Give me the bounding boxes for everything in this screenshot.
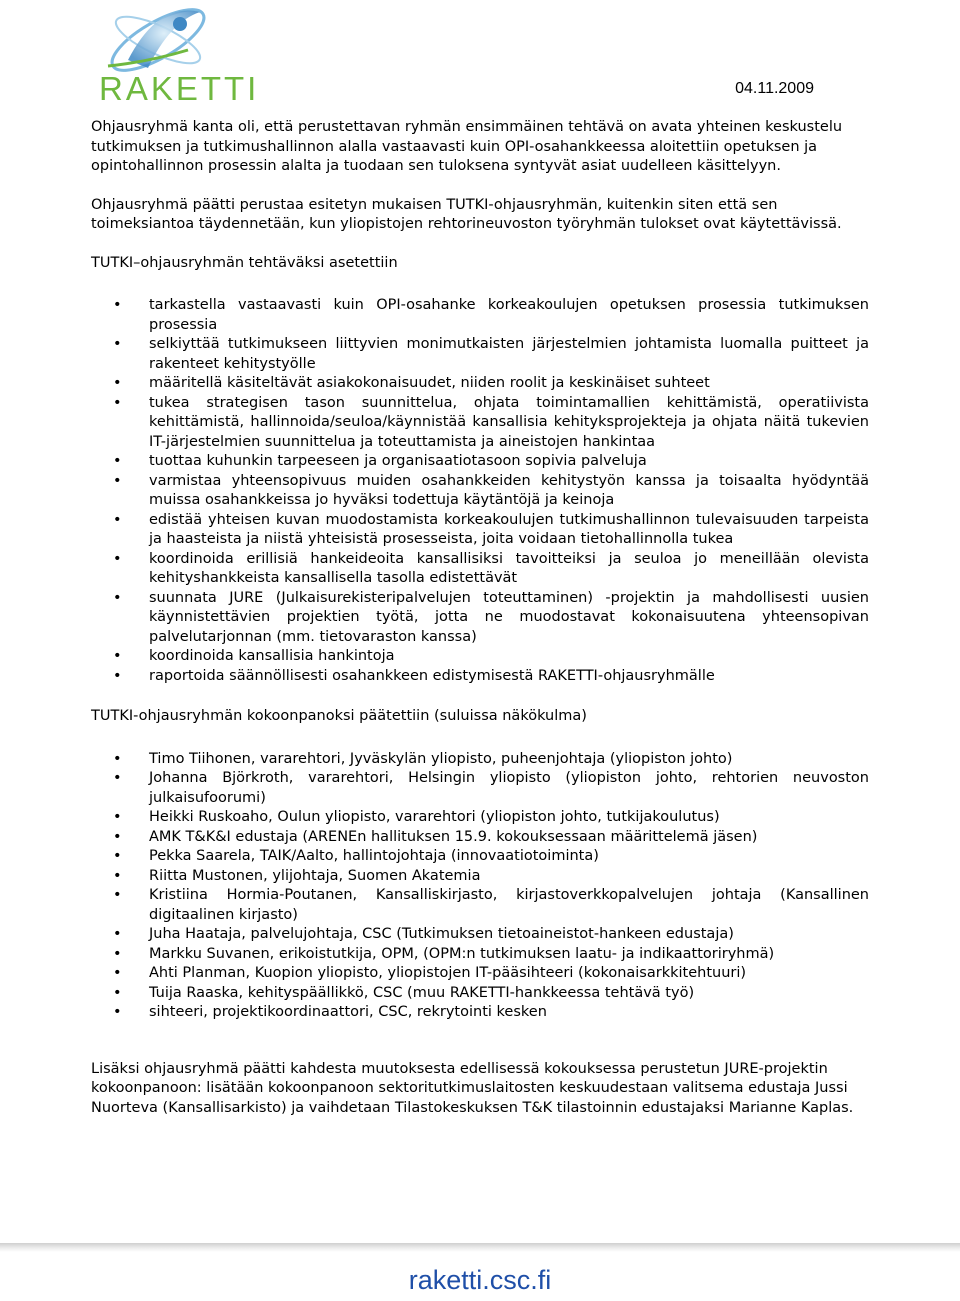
footer-divider [0,1243,960,1252]
list-item: • Timo Tiihonen, vararehtori, Jyväskylän yliopisto, puheenjohtaja (yliopiston johto) [91,750,869,770]
tasks-heading: TUTKI–ohjausryhmän tehtäväksi asetettiin [91,254,398,271]
bullet-icon: • [113,589,122,606]
list-item: • Markku Suvanen, erikoistutkija, OPM, (OPM:n tutkimuksen laatu- ja indikaattoriryhmä) [91,945,869,965]
intro-paragraph: Ohjausryhmä kanta oli, että perustettavan ryhmän ensimmäinen tehtävä on avata yhteinen keskustelu tutkimuksen ja tutkimushallinnon alalla vastaavasti kuin OPI-osahankkeessa aloitettiin opetuksen ja opintohallinnon prosessin alalta ja tuodaan sen tuloksena syntyvät asiat uudelleen käsittelyyn. [91,119,843,174]
list-item: • tuottaa kuhunkin tarpeeseen ja organisaatiotasoon sopivia palveluja [91,452,869,472]
bullet-icon: • [113,828,122,845]
bullet-icon: • [113,926,122,942]
bullet-icon: • [113,550,122,567]
list-item: • Juha Haataja, palvelujohtaja, CSC (Tutkimuksen tietoaineistot-hankeen edustaja) [91,925,869,945]
bullet-icon: • [113,887,122,903]
members-list [91,750,869,1023]
list-item: • tarkastella vastaavasti kuin OPI-osahanke korkeakoulujen opetuksen prosessia tutkimuksen prosessia [113,297,869,333]
bullet-icon: • [113,667,122,684]
list-item: • Heikki Ruskoaho, Oulun yliopisto, vararehtori (yliopiston johto, tutkijakoulutus) [91,808,869,828]
bullet-icon: • [113,848,122,864]
bullet-icon: • [113,472,122,489]
bullet-icon: • [113,965,122,981]
document-date: 04.11.2009 [735,80,814,97]
bullet-icon: • [113,750,122,767]
members-heading: TUTKI-ohjausryhmän kokoonpanoksi päätettiin (suluissa näkökulma) [91,708,587,724]
closing-paragraph: Lisäksi ohjausryhmä päätti kahdesta muutoksesta edellisessä kokouksessa perustetun JURE-projektin kokoonpanoon: lisätään kokoonpanoon sektoritutkimuslaitosten keskuudestaan valitsema edustaja Jussi Nuorteva (Kansallisarkisto) ja vaihdetaan Tilastokeskuksen T&K tilastoinnin edustajaksi Marianne Kaplas. [91,1060,854,1116]
bullet-icon: • [113,1004,122,1020]
list-item: • Tuija Raaska, kehityspäällikkö, CSC (muu RAKETTI-hankkeessa tehtävä työ) [91,984,869,1004]
list-item: • koordinoida kansallisia hankintoja [91,647,869,667]
bullet-icon: • [113,336,122,352]
bullet-icon: • [113,375,122,391]
bullet-icon: • [113,770,122,786]
list-item: • sihteeri, projektikoordinaattori, CSC, rekrytointi kesken [91,1003,869,1023]
document-body [91,118,869,1118]
list-item: • selkiyttää tutkimukseen liittyvien monimutkaisten järjestelmien johtamista luomalla puitteet ja rakenteet kehitystyölle [113,336,869,372]
decision-paragraph: Ohjausryhmä päätti perustaa esitetyn mukaisen TUTKI-ohjausryhmän, kuitenkin siten että sen toimeksiantoa täydennetään, kun yliopistojen rehtorineuvoston työryhmän tulokset ovat käytettävissä. [91,196,842,232]
raketti-logo [88,2,260,107]
rocket-orbit-icon [88,2,258,77]
list-item: • tukea strategisen tason suunnittelua, ohjata toimintamallien kehittämistä, operatiivista kehittämistä, hallinnoida/seuloa/käynnistää kansallisia kehityksprojekteja ja ohjata näitä tukevien IT-järjestelmien suunnittelua ja toteuttamista ja aineistojen hankintaa [113,394,869,450]
bullet-icon: • [113,648,122,664]
list-item: • määritellä käsiteltävät asiakokonaisuudet, niiden roolit ja keskinäiset suhteet [91,374,869,394]
list-item: • Johanna Björkroth, vararehtori, Helsingin yliopisto (yliopiston johto, rehtorien neuvoston julkaisufoorumi) [113,770,869,806]
bullet-icon: • [113,945,122,962]
footer-url: raketti.csc.fi [408,1265,552,1295]
list-item: • Riitta Mustonen, ylijohtaja, Suomen Akatemia [91,867,869,887]
list-item: • varmistaa yhteensopivuus muiden osahankkeiden kehitystyön kanssa ja toisaalta hyödyntää muissa osahankkeissa jo hyväksi todettuja käytäntöjä ja keinoja [113,472,869,508]
list-item: • suunnata JURE (Julkaisurekisteripalvelujen toteuttaminen) -projektin ja mahdollisesti uusien käynnistettävien projektien työtä, jotta ne muodostavat kokonaisuutena yhteensopivan palvelutarjonnan (mm. tietovaraston kanssa) [113,589,869,645]
bullet-icon: • [113,511,122,528]
list-item: • raportoida säännöllisesti osahankkeen edistymisestä RAKETTI-ohjausryhmälle [91,667,869,687]
list-item: • koordinoida erillisiä hankeideoita kansallisiksi tavoitteiksi ja seuloa jo meneillään olevista kehityshankkeista kansallisella tasolla edistettävät [113,550,869,586]
list-item: • Ahti Planman, Kuopion yliopisto, yliopistojen IT-pääsihteeri (kokonaisarkkitehtuuri) [91,964,869,984]
bullet-icon: • [113,297,122,313]
list-item: • edistää yhteisen kuvan muodostamista korkeakoulujen tutkimushallinnon tulevaisuuden tarpeista ja haasteista ja niistä yhteisistä prosesseista, joita voidaan tietohallinnolla tukea [113,511,869,547]
bullet-icon: • [113,984,122,1001]
list-item: • AMK T&K&I edustaja (ARENEn hallituksen 15.9. kokouksessaan määrittelemä jäsen) [91,828,869,848]
list-item: • Kristiina Hormia-Poutanen, Kansalliskirjasto, kirjastoverkkopalvelujen johtaja (Kansallinen digitaalinen kirjasto) [113,887,869,923]
tasks-list [91,296,869,686]
list-item: • Pekka Saarela, TAIK/Aalto, hallintojohtaja (innovaatiotoiminta) [91,847,869,867]
logo-text: RAKETTI [99,70,260,107]
bullet-icon: • [113,809,122,825]
bullet-icon: • [113,394,122,411]
bullet-icon: • [113,453,122,469]
bullet-icon: • [113,867,122,884]
